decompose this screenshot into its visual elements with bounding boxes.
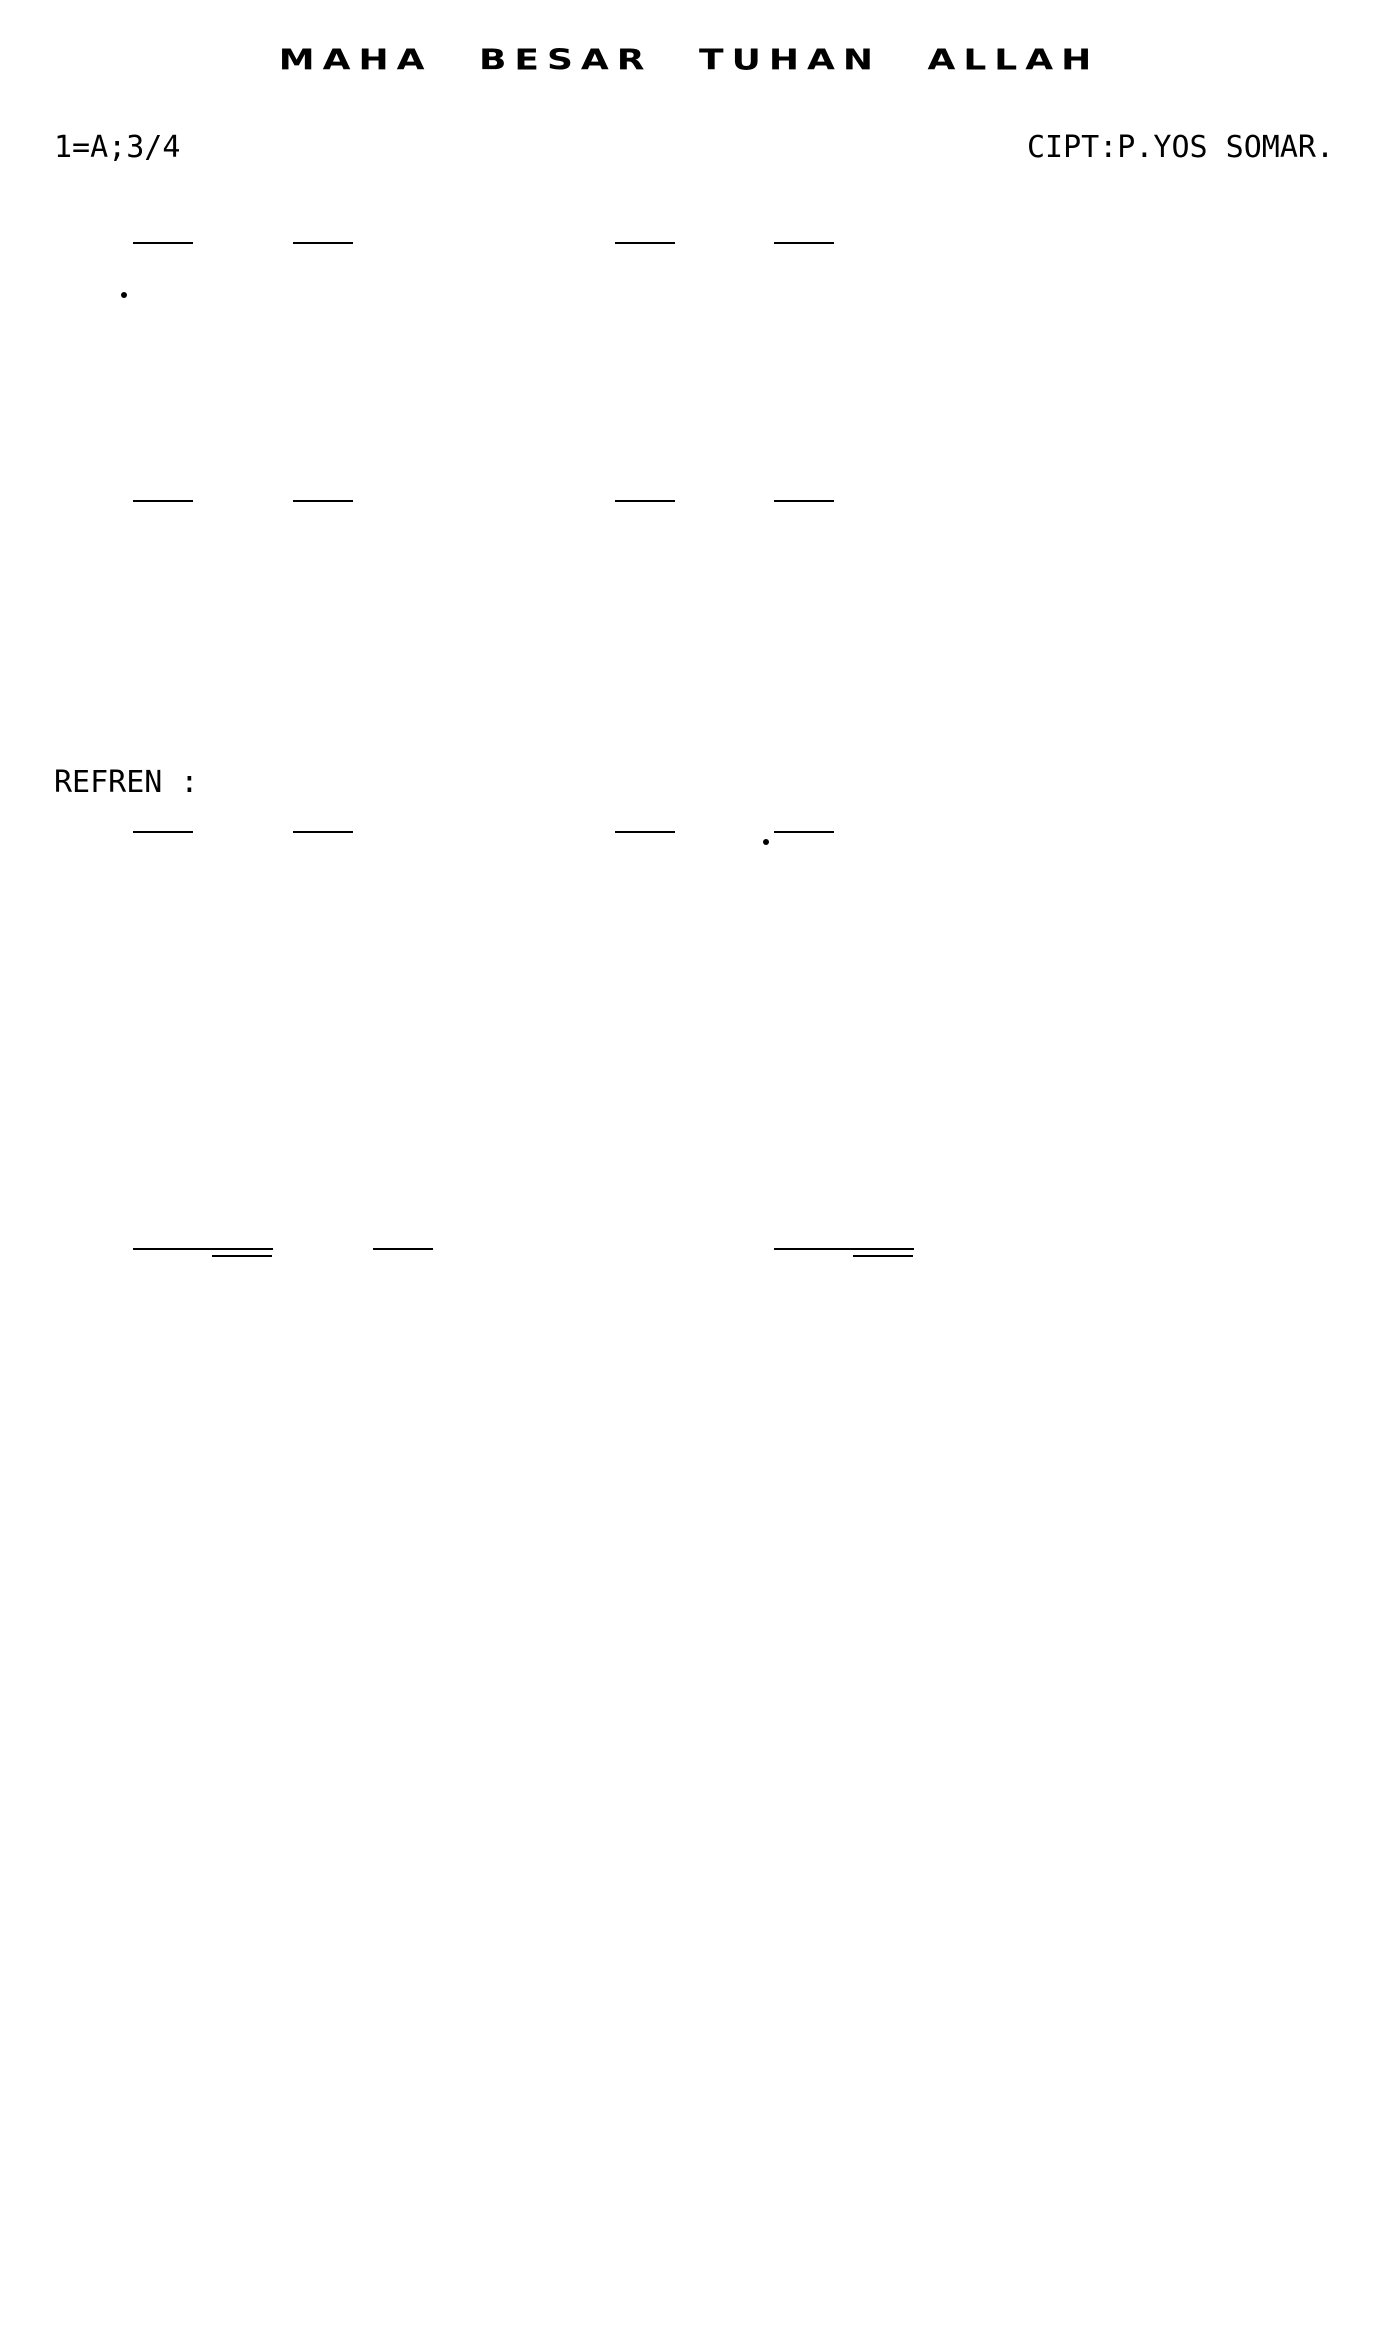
melody-line-refren	[0, 838, 1378, 878]
beam-line	[774, 831, 834, 833]
beam-line	[774, 1248, 914, 1250]
beam-line	[615, 831, 675, 833]
song-title: MAHA BESAR TUHAN ALLAH	[278, 44, 1100, 77]
lyric-line	[0, 594, 1378, 634]
lyric-line	[0, 922, 1378, 962]
beam-line	[133, 242, 193, 244]
lyric-line	[0, 1556, 1378, 1596]
composer-credit: CIPT:P.YOS SOMAR.	[1026, 130, 1334, 165]
lyric-line	[0, 1598, 1378, 1638]
lyric-line	[0, 346, 1378, 386]
beam-line	[133, 831, 193, 833]
melody-line-ending	[0, 1262, 1378, 1302]
beam-line	[293, 242, 353, 244]
key-signature: 1=A;3/4	[54, 130, 181, 165]
lyric-line	[0, 1304, 1378, 1344]
beam-line	[373, 1248, 433, 1250]
melody-line-2	[0, 507, 1378, 547]
beam-line	[615, 500, 675, 502]
lyric-line	[0, 1048, 1378, 1088]
lyric-line	[0, 1132, 1378, 1172]
beam-line	[293, 500, 353, 502]
upper-octave-dot	[763, 839, 769, 845]
refren-label: REFREN :	[54, 765, 199, 800]
beam-line	[133, 1248, 273, 1250]
lower-octave-dot	[121, 292, 127, 298]
melody-line-1	[0, 249, 1378, 289]
beam-line	[615, 242, 675, 244]
beam-line	[133, 500, 193, 502]
beam-line	[774, 242, 834, 244]
lyric-line	[0, 388, 1378, 428]
lyric-line	[0, 1430, 1378, 1470]
lyric-line	[0, 304, 1378, 344]
lyric-line	[0, 1174, 1378, 1214]
lyric-line	[0, 552, 1378, 592]
lyric-line	[0, 1472, 1378, 1512]
lyric-line	[0, 1346, 1378, 1386]
beam-line	[853, 1255, 913, 1257]
lyric-line	[0, 880, 1378, 920]
beam-line	[212, 1255, 272, 1257]
lyric-line	[0, 1006, 1378, 1046]
beam-line	[774, 500, 834, 502]
lyric-line	[0, 636, 1378, 676]
beam-line	[293, 831, 353, 833]
